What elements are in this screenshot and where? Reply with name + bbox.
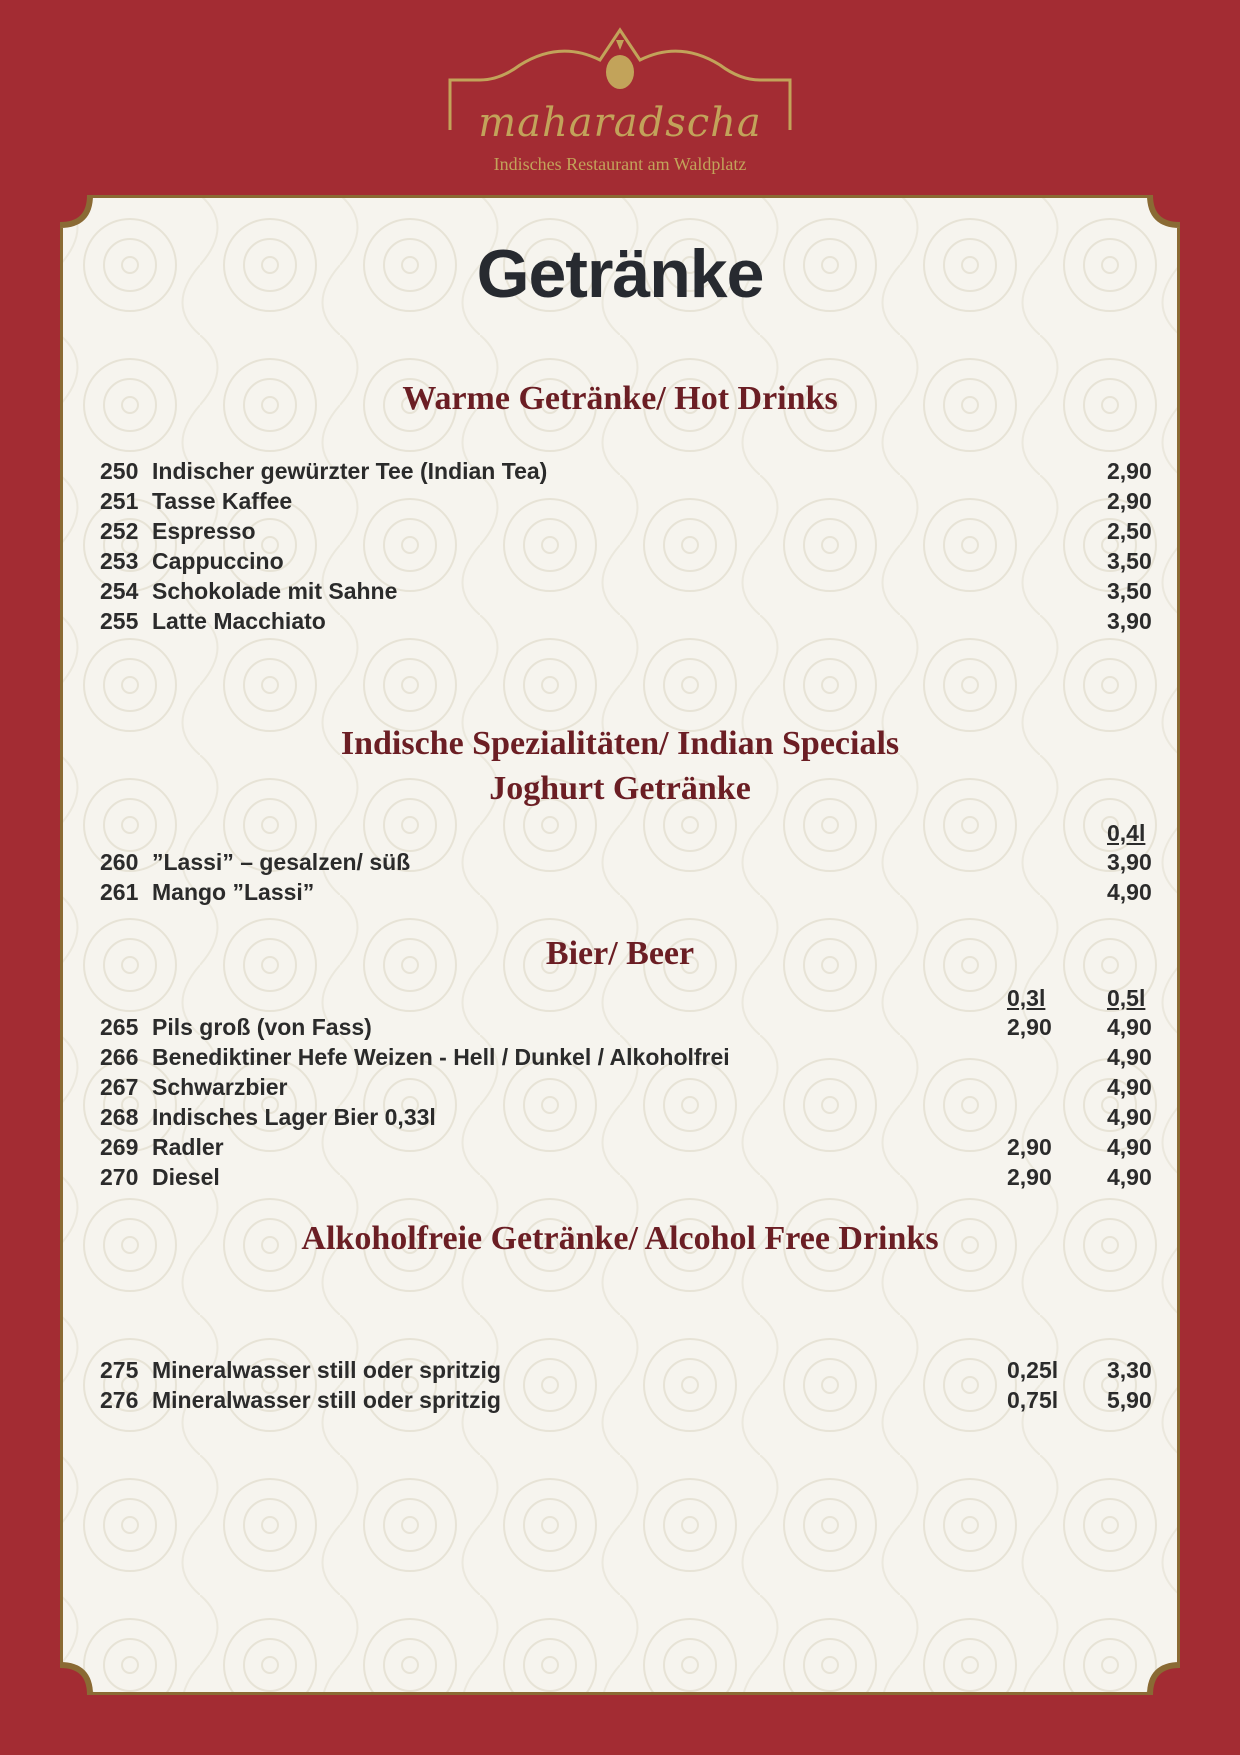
- brand-tagline: Indisches Restaurant am Waldplatz: [493, 154, 747, 174]
- item-price-large: 4,90: [1107, 1104, 1152, 1130]
- item-size: 0,75l: [1007, 1387, 1059, 1413]
- item-price: 4,90: [1107, 879, 1152, 905]
- item-price-small: 2,90: [1007, 1014, 1052, 1040]
- item-name: Mineralwasser still oder spritzig: [152, 1357, 501, 1383]
- column-header-row: [100, 983, 1146, 1013]
- item-number: 276: [100, 1387, 139, 1413]
- menu-item: [100, 516, 1152, 546]
- item-name: Benediktiner Hefe Weizen - Hell / Dunkel / Alkoholfrei: [152, 1044, 730, 1070]
- menu-item: [100, 1355, 1152, 1385]
- item-price-large: 4,90: [1107, 1014, 1152, 1040]
- item-price: 3,90: [1107, 608, 1152, 634]
- item-name: Diesel: [152, 1164, 220, 1190]
- section-heading-hot-drinks: Warme Getränke/ Hot Drinks: [402, 380, 838, 417]
- item-name: Radler: [152, 1134, 224, 1160]
- item-number: 260: [100, 849, 139, 875]
- item-name: Latte Macchiato: [152, 608, 326, 634]
- item-price: 3,50: [1107, 578, 1152, 604]
- item-number: 267: [100, 1074, 139, 1100]
- size-header-large: 0,5l: [1107, 985, 1146, 1011]
- menu-item: [100, 847, 1152, 877]
- item-name: Mineralwasser still oder spritzig: [152, 1387, 501, 1413]
- item-number: 254: [100, 578, 139, 604]
- item-price: 3,50: [1107, 548, 1152, 574]
- item-number: 275: [100, 1357, 139, 1383]
- menu-item: [100, 486, 1152, 516]
- item-price-large: 4,90: [1107, 1074, 1152, 1100]
- size-header-small: 0,3l: [1007, 985, 1046, 1011]
- item-price-large: 4,90: [1107, 1134, 1152, 1160]
- item-name: Tasse Kaffee: [152, 488, 293, 514]
- item-name: Indischer gewürzter Tee (Indian Tea): [152, 458, 548, 484]
- item-number: 270: [100, 1164, 139, 1190]
- menu-item: [100, 1012, 1152, 1042]
- item-name: Espresso: [152, 518, 256, 544]
- item-price: 2,90: [1107, 458, 1152, 484]
- item-price: 3,90: [1107, 849, 1152, 875]
- item-name: ”Lassi” – gesalzen/ süß: [152, 849, 411, 875]
- menu-item: [100, 1132, 1152, 1162]
- menu-item: [100, 1102, 1152, 1132]
- menu-item: [100, 1072, 1152, 1102]
- column-header-row: [100, 818, 1146, 848]
- item-number: 253: [100, 548, 139, 574]
- menu-item: [100, 456, 1152, 486]
- menu-item: [100, 877, 1152, 907]
- item-number: 252: [100, 518, 139, 544]
- item-number: 265: [100, 1014, 139, 1040]
- item-price: 3,30: [1107, 1357, 1152, 1383]
- item-number: 269: [100, 1134, 139, 1160]
- menu-item: [100, 1385, 1152, 1415]
- item-price: 2,90: [1107, 488, 1152, 514]
- menu-item: [100, 576, 1152, 606]
- item-number: 255: [100, 608, 139, 634]
- item-price-large: 4,90: [1107, 1044, 1152, 1070]
- item-size: 0,25l: [1007, 1357, 1059, 1383]
- item-name: Indisches Lager Bier 0,33l: [152, 1104, 436, 1130]
- item-name: Schwarzbier: [152, 1074, 288, 1100]
- page-title: Getränke: [476, 236, 764, 312]
- item-price-large: 4,90: [1107, 1164, 1152, 1190]
- section-subheading-yoghurt-drinks: Joghurt Getränke: [489, 770, 751, 807]
- section-heading-beer: Bier/ Beer: [545, 935, 695, 972]
- menu-card: [60, 195, 1180, 1695]
- item-price-small: 2,90: [1007, 1134, 1052, 1160]
- brand-name: maharadscha: [478, 100, 762, 146]
- item-number: 266: [100, 1044, 139, 1070]
- item-number: 261: [100, 879, 139, 905]
- restaurant-logo: [440, 20, 800, 174]
- item-price: 2,50: [1107, 518, 1152, 544]
- section-heading-indian-specials: Indische Spezialitäten/ Indian Specials: [340, 725, 900, 762]
- menu-item: [100, 606, 1152, 636]
- item-price-small: 2,90: [1007, 1164, 1052, 1190]
- item-name: Schokolade mit Sahne: [152, 578, 398, 604]
- item-number: 268: [100, 1104, 139, 1130]
- section-heading-alcohol-free: Alkoholfreie Getränke/ Alcohol Free Drinks: [301, 1220, 939, 1257]
- menu-item: [100, 546, 1152, 576]
- item-price: 5,90: [1107, 1387, 1152, 1413]
- menu-item: [100, 1162, 1152, 1192]
- item-number: 250: [100, 458, 139, 484]
- item-name: Mango ”Lassi”: [152, 879, 315, 905]
- item-name: Pils groß (von Fass): [152, 1014, 372, 1040]
- size-header: 0,4l: [1107, 820, 1146, 846]
- menu-item: [100, 1042, 1152, 1072]
- item-number: 251: [100, 488, 139, 514]
- item-name: Cappuccino: [152, 548, 284, 574]
